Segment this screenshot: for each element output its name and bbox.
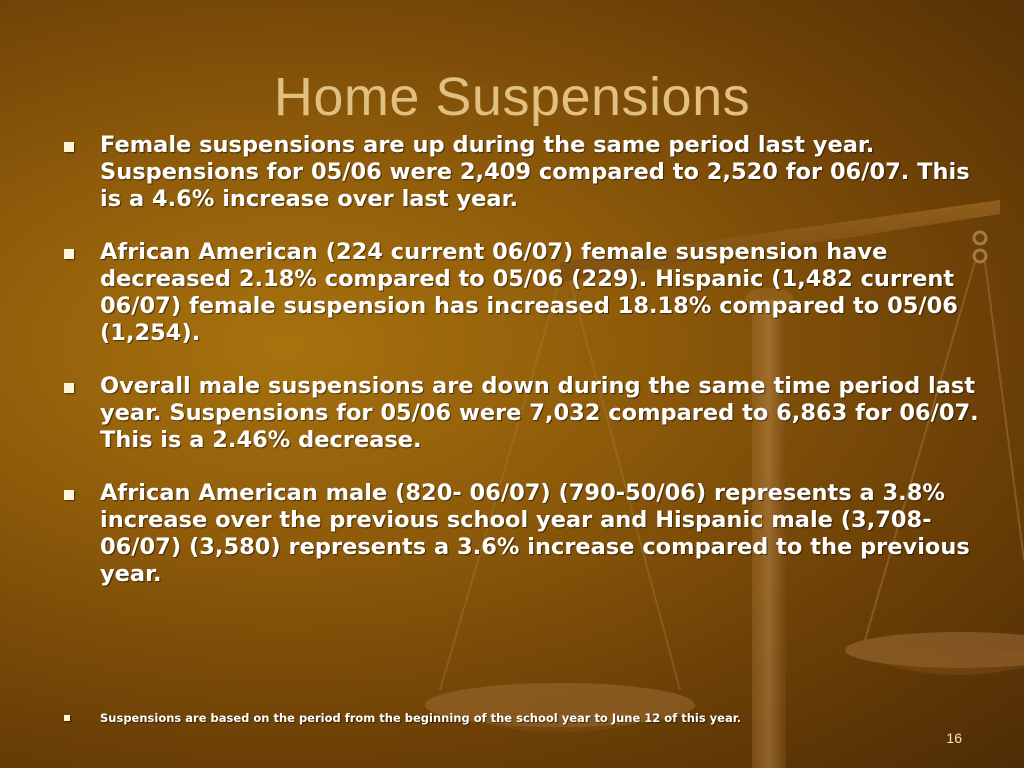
bullet-item-african-american-hispanic-female [62, 239, 982, 347]
bullet-text: Female suspensions are up during the same period last year. Suspensions for 05/06 were 2,409 compared to 2,520 for 06/07. This is a 4.6% increase over last year. [100, 132, 970, 212]
square-bullet-icon [64, 142, 74, 152]
slide-title: Home Suspensions [273, 67, 751, 127]
square-bullet-icon [64, 383, 74, 393]
bullet-item-female-suspensions [62, 132, 982, 213]
bullet-list [62, 132, 982, 614]
square-bullet-icon [64, 715, 70, 721]
bullet-item-male-suspensions [62, 373, 982, 454]
bullet-text: African American (224 current 06/07) female suspension have decreased 2.18% compared to 05/06 (229). Hispanic (1,482 current 06/07) female suspension has increased 18.18% compared to 05/06 (1,254). [100, 239, 958, 346]
square-bullet-icon [64, 249, 74, 259]
footnote [62, 710, 1020, 726]
slide-number: 16 [946, 730, 962, 746]
bullet-text: African American male (820- 06/07) (790-50/06) represents a 3.8% increase over the previous school year and Hispanic male (3,708-06/07) (3,580) represents a 3.6% increase compared to the previous year. [100, 480, 970, 587]
footnote-text: Suspensions are based on the period from the beginning of the school year to June 12 of this year. [100, 711, 742, 725]
bullet-text: Overall male suspensions are down during the same time period last year. Suspensions for 05/06 were 7,032 compared to 6,863 for 06/07. This is a 2.46% decrease. [100, 373, 979, 453]
square-bullet-icon [64, 490, 74, 500]
bullet-item-african-american-hispanic-male [62, 480, 982, 588]
